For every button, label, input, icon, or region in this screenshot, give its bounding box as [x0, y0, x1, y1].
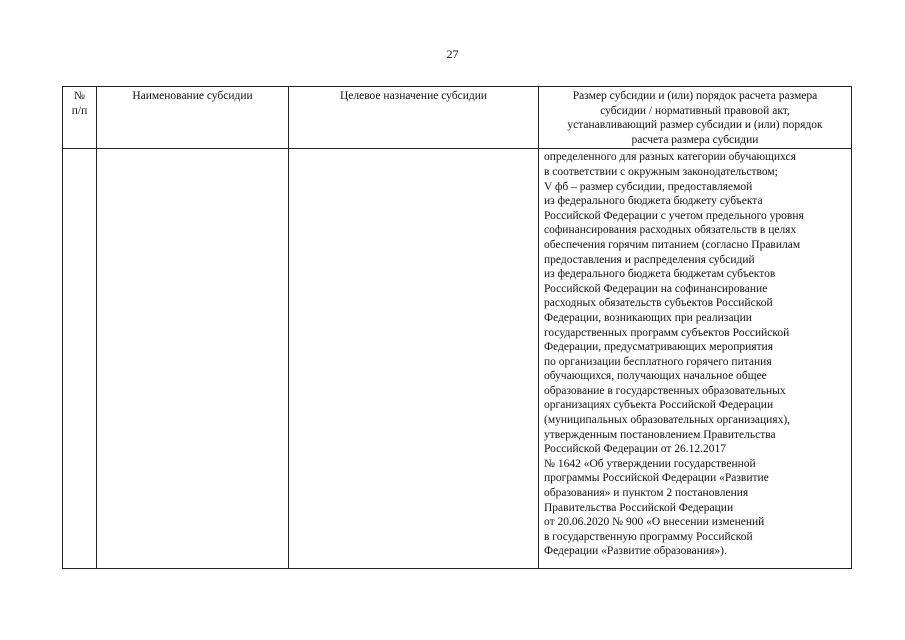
size-text-line: организациях субъекта Российской Федерации — [544, 399, 774, 412]
cell-subsidy-name — [97, 149, 289, 569]
size-text-line: определенного для разных категории обучающихся — [544, 151, 796, 164]
header-line: Размер субсидии и (или) порядок расчета размера — [572, 90, 818, 102]
size-text-line: по организации бесплатного горячего питания — [544, 355, 772, 368]
page-number: 27 — [446, 47, 459, 61]
size-text-line: образования» и пунктом 2 постановления — [544, 487, 749, 500]
header-subsidy-name: Наименование субсидии — [97, 87, 289, 149]
size-text-line: Правительства Российской Федерации — [544, 501, 734, 514]
size-text-line: обеспечения горячим питанием (согласно Правилам — [544, 238, 801, 251]
cell-subsidy-size — [539, 149, 852, 569]
size-text-line: в соответствии с окружным законодательством; — [544, 165, 778, 178]
size-text-line: государственных программ субъектов Российской — [544, 326, 790, 339]
size-text-line: Федерации, возникающих при реализации — [544, 311, 752, 324]
size-text-line: из федерального бюджета бюджету субъекта — [544, 195, 763, 208]
size-text-line: расходных обязательств субъектов Российской — [544, 297, 773, 310]
size-text-line: Российской Федерации от 26.12.2017 — [544, 443, 726, 456]
header-line: расчета размера субсидии — [631, 133, 759, 146]
size-text-line: образование в государственных образовательных — [544, 384, 786, 397]
size-text-line: от 20.06.2020 № 900 «О внесении изменений — [544, 516, 765, 529]
header-line: № — [74, 90, 85, 102]
size-text-line: Федерации, предусматривающих мероприятия — [544, 341, 774, 354]
table-row — [63, 149, 852, 569]
size-text-line: софинансирования расходных обязательств в целях — [544, 224, 797, 237]
cell-number — [63, 149, 97, 569]
size-text-line: предоставления и распределения субсидий — [544, 253, 755, 266]
size-text-line: Российской Федерации с учетом предельного уровня — [544, 209, 804, 222]
header-line: субсидии / нормативный правовой акт, — [600, 104, 790, 117]
size-text-line: из федерального бюджета бюджетам субъектов — [544, 268, 776, 281]
header-subsidy-purpose: Целевое назначение субсидии — [289, 87, 539, 149]
size-text-line: обучающихся, получающих начальное общее — [544, 370, 767, 383]
size-text-line: V фб – размер субсидии, предоставляемой — [544, 180, 753, 193]
header-number — [63, 87, 97, 149]
table-header-row — [63, 87, 852, 149]
size-text-line: (муниципальных образовательных организациях), — [544, 414, 791, 427]
size-text-line: Российской Федерации на софинансирование — [544, 282, 768, 295]
size-text-line: в государственную программу Российской — [544, 530, 753, 543]
size-text-line: Федерации «Развитие образования»). — [544, 545, 727, 558]
size-text-line: № 1642 «Об утверждении государственной — [544, 457, 756, 470]
header-line: п/п — [71, 104, 88, 117]
cell-subsidy-purpose — [289, 149, 539, 569]
size-text-line: утвержденным постановлением Правительства — [544, 428, 776, 441]
size-text-line: программы Российской Федерации «Развитие — [544, 472, 769, 485]
header-subsidy-size — [539, 87, 852, 149]
header-line: устанавливающий размер субсидии и (или) порядок — [567, 119, 823, 132]
subsidy-table — [62, 86, 852, 569]
